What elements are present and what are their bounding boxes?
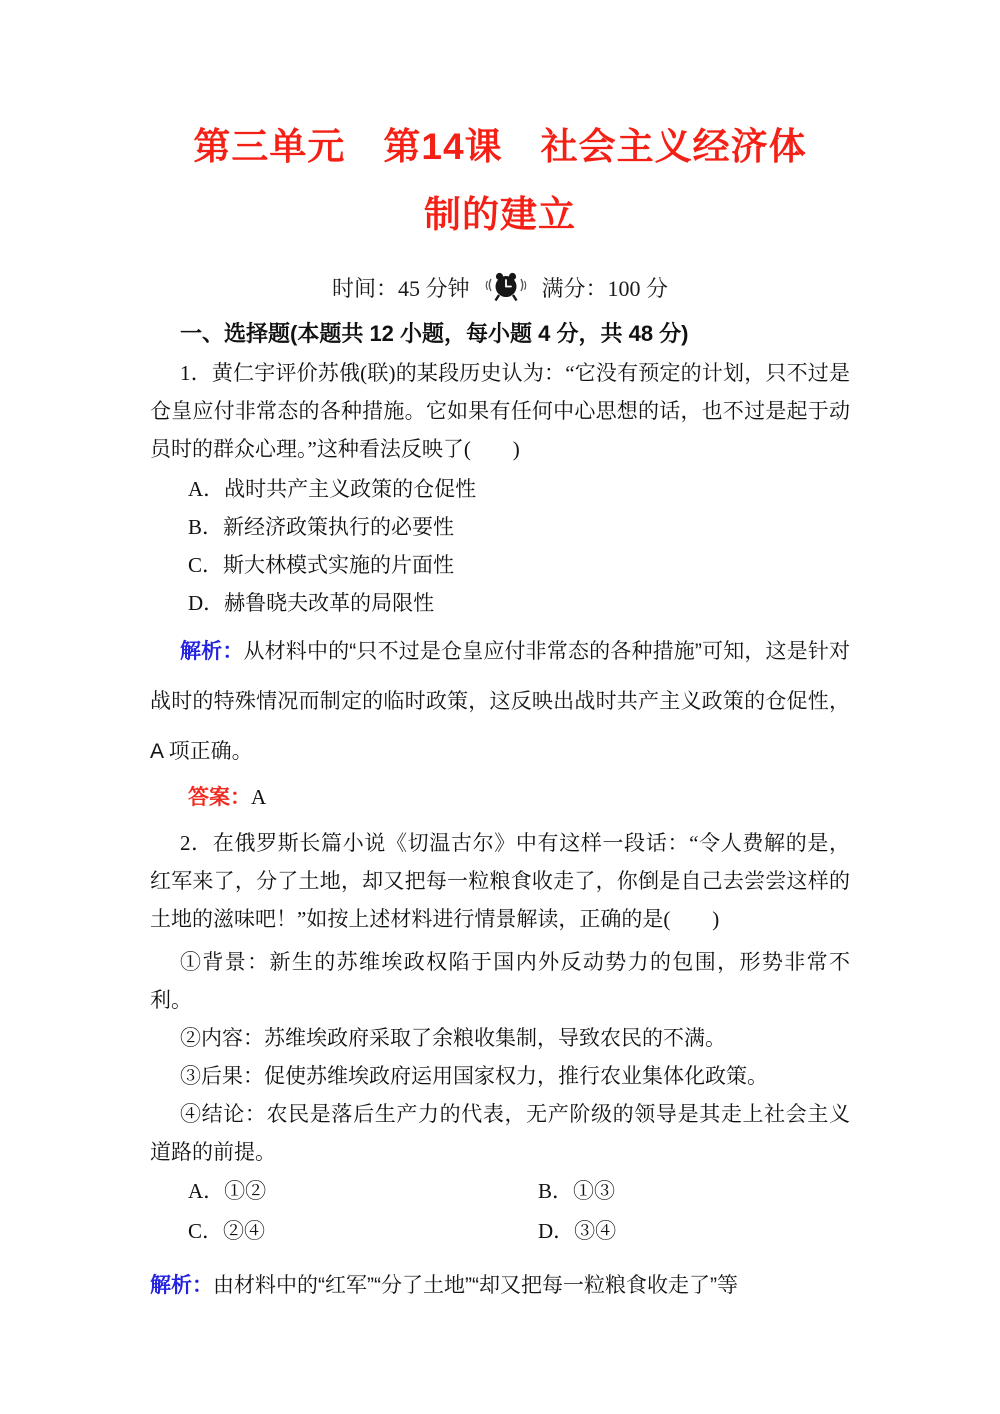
question-1-options	[150, 470, 850, 622]
question-2-stem: 2．在俄罗斯长篇小说《切温古尔》中有这样一段话：“令人费解的是，红军来了，分了土地，却又把每一粒粮食收走了，你倒是自己去尝尝这样的土地的滋味吧！”如按上述材料进行情景解读，正确的是( )	[150, 831, 850, 931]
question-2-statements	[150, 943, 850, 1171]
statement-2: ②内容：苏维埃政府采取了余粮收集制，导致农民的不满。	[180, 1026, 726, 1050]
section-header: 一、选择题(本题共 12 小题，每小题 4 分，共 48 分)	[180, 321, 689, 346]
statement-1: ①背景：新生的苏维埃政权陷于国内外反动势力的包围，形势非常不利。	[150, 950, 850, 1012]
answer-label: 答案：	[188, 786, 251, 809]
question-2-option-d: D．③④	[538, 1219, 617, 1243]
question-1-option-a: A．战时共产主义政策的仓促性	[188, 477, 477, 501]
alarm-clock-icon	[484, 270, 528, 304]
question-2-option-b: B．①③	[538, 1179, 616, 1203]
question-1-analysis	[150, 627, 850, 777]
page-title-line1: 第三单元 第14课 社会主义经济体	[193, 126, 807, 167]
question-1-stem: 1．黄仁宇评价苏俄(联)的某段历史认为：“它没有预定的计划，只不过是仓皇应付非常态的各种措施。它如果有任何中心思想的话，也不过是起于动员时的群众心理。”这种看法反映了( )	[150, 361, 850, 461]
analysis-label: 解析：	[180, 640, 244, 663]
analysis-label: 解析：	[150, 1274, 213, 1297]
analysis-text: 由材料中的“红军”“分了土地”“却又把每一粒粮食收走了”等	[213, 1274, 738, 1297]
full-score-label: 满分：100 分	[541, 275, 669, 301]
time-limit-label: 时间：45 分钟	[331, 275, 470, 301]
question-1-option-b: B．新经济政策执行的必要性	[188, 515, 455, 539]
question-1-option-c: C．斯大林模式实施的片面性	[188, 553, 455, 577]
question-2-options	[150, 1171, 850, 1251]
question-1-answer	[150, 777, 850, 818]
page-title	[150, 124, 850, 238]
exam-meta-line	[150, 272, 850, 302]
question-2-option-a: A．①②	[188, 1179, 267, 1203]
statement-3: ③后果：促使苏维埃政府运用国家权力，推行农业集体化政策。	[180, 1064, 768, 1088]
statement-4: ④结论：农民是落后生产力的代表，无产阶级的领导是其走上社会主义道路的前提。	[150, 1102, 850, 1164]
analysis-text: 从材料中的“只不过是仓皇应付非常态的各种措施”可知，这是针对战时的特殊情况而制定的临时政策，这反映出战时共产主义政策的仓促性，A 项正确。	[150, 640, 851, 763]
question-1-option-d: D．赫鲁晓夫改革的局限性	[188, 591, 435, 615]
question-2-option-c: C．②④	[188, 1219, 266, 1243]
question-2-analysis	[150, 1267, 850, 1305]
answer-value: A	[251, 785, 267, 809]
page-title-line2: 制的建立	[424, 194, 576, 235]
